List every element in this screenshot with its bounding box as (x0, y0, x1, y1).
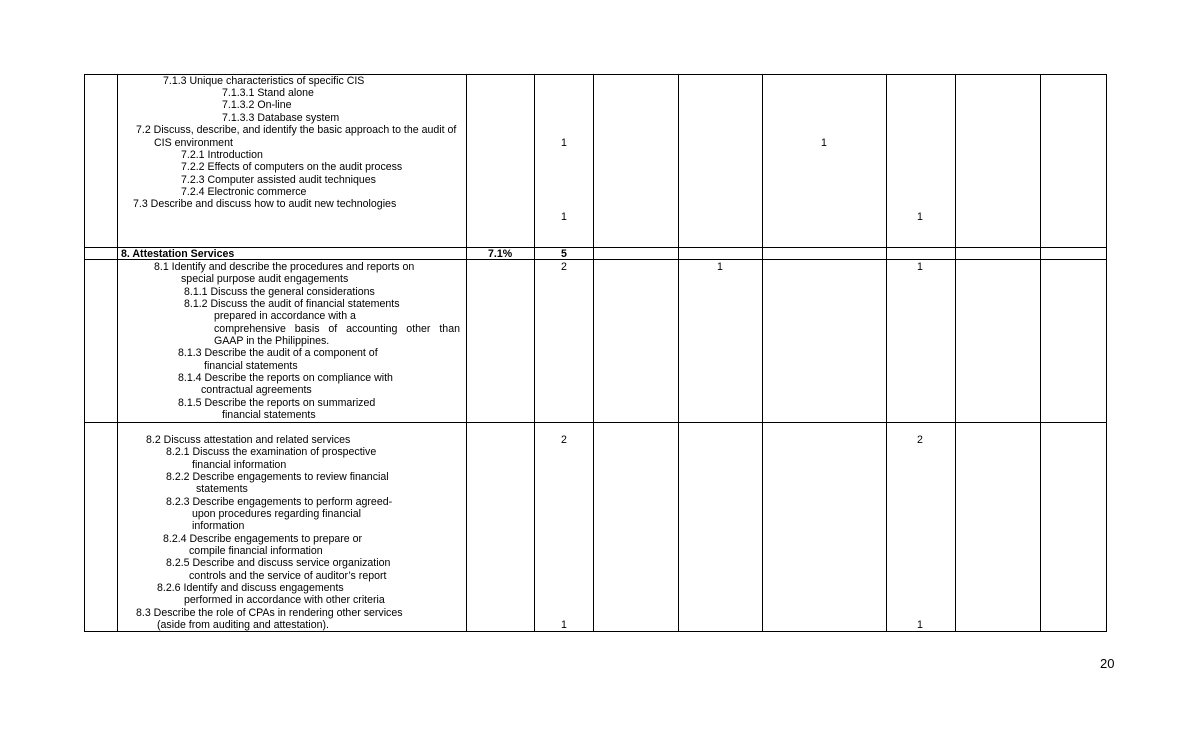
col-divider (1106, 74, 1107, 632)
topic-line: financial statements (222, 409, 316, 421)
col-divider (886, 74, 887, 632)
item-count: 2 (561, 261, 567, 273)
col-divider (762, 74, 763, 632)
topic-line: 8.2.5 Describe and discuss service organization (166, 557, 391, 569)
topic-line: financial statements (204, 360, 298, 372)
row-divider (84, 259, 1107, 260)
topic-line: 7.3 Describe and discuss how to audit new technologies (133, 198, 397, 210)
topic-line: 8.2.1 Discuss the examination of prospective (166, 446, 377, 458)
topic-line: 7.1.3.2 On-line (222, 99, 292, 111)
topic-line: 8.1 Identify and describe the procedures and reports on (154, 261, 415, 273)
topic-line: 7.1.3.3 Database system (222, 112, 340, 124)
topic-line: 8.1.4 Describe the reports on compliance with (178, 372, 393, 384)
topic-line: 8.2.6 Identify and discuss engagements (157, 582, 344, 594)
topic-line: 8.1.1 Discuss the general considerations (184, 286, 375, 298)
item-count: 2 (917, 434, 923, 446)
topic-line: 8.2.3 Describe engagements to perform agreed- (166, 496, 393, 508)
item-count: 1 (821, 137, 827, 149)
topic-line: 7.1.3.1 Stand alone (222, 87, 314, 99)
col-divider (534, 74, 535, 632)
section-heading: 8. Attestation Services (121, 248, 235, 260)
topic-line: 8.1.5 Describe the reports on summarized (178, 397, 376, 409)
topic-line: comprehensive basis of accounting other than (214, 323, 460, 335)
topic-line: 8.3 Describe the role of CPAs in rendering other services (136, 607, 403, 619)
topic-line: 7.2.3 Computer assisted audit techniques (181, 174, 376, 186)
topic-line: 8.1.2 Discuss the audit of financial statements (184, 298, 400, 310)
col-divider (593, 74, 594, 632)
topic-line: financial information (192, 459, 287, 471)
topic-line: information (192, 520, 245, 532)
item-count: 1 (917, 619, 923, 631)
topic-line: 8.2.2 Describe engagements to review financial (166, 471, 389, 483)
topic-line: contractual agreements (201, 384, 312, 396)
row-divider (84, 247, 1107, 248)
topic-line: controls and the service of auditor’s report (189, 570, 387, 582)
row-divider (84, 422, 1107, 423)
topic-line: 8.1.3 Describe the audit of a component of (178, 347, 378, 359)
col-divider (955, 74, 956, 632)
page-number: 20 (1100, 656, 1115, 671)
col-divider (1040, 74, 1041, 632)
section-weight: 7.1% (488, 248, 513, 260)
col-divider (117, 74, 118, 632)
topic-line: 7.2.2 Effects of computers on the audit process (181, 161, 403, 173)
topic-line: upon procedures regarding financial (192, 508, 362, 520)
topic-line: CIS environment (154, 137, 233, 149)
col-divider (678, 74, 679, 632)
topic-line: GAAP in the Philippines. (214, 335, 330, 347)
item-count: 1 (717, 261, 723, 273)
item-count: 1 (917, 261, 923, 273)
topic-line: special purpose audit engagements (181, 273, 349, 285)
item-count: 1 (561, 211, 567, 223)
topic-line: performed in accordance with other criteria (184, 594, 385, 606)
topic-line: compile financial information (189, 545, 323, 557)
item-count: 1 (561, 137, 567, 149)
topic-line: (aside from auditing and attestation). (157, 619, 329, 631)
col-divider (466, 74, 467, 632)
item-count: 1 (917, 211, 923, 223)
topic-line: 7.1.3 Unique characteristics of specific CIS (163, 75, 365, 87)
col-divider (84, 74, 85, 632)
topic-line: 8.2 Discuss attestation and related services (146, 434, 351, 446)
topic-line: 7.2.4 Electronic commerce (181, 186, 307, 198)
topic-line: 7.2 Discuss, describe, and identify the basic approach to the audit of (136, 124, 457, 136)
topic-line: statements (196, 483, 248, 495)
topic-line: prepared in accordance with a (214, 310, 356, 322)
topic-line: 7.2.1 Introduction (181, 149, 263, 161)
section-total: 5 (561, 248, 567, 260)
item-count: 2 (561, 434, 567, 446)
item-count: 1 (561, 619, 567, 631)
topic-line: 8.2.4 Describe engagements to prepare or (163, 533, 363, 545)
